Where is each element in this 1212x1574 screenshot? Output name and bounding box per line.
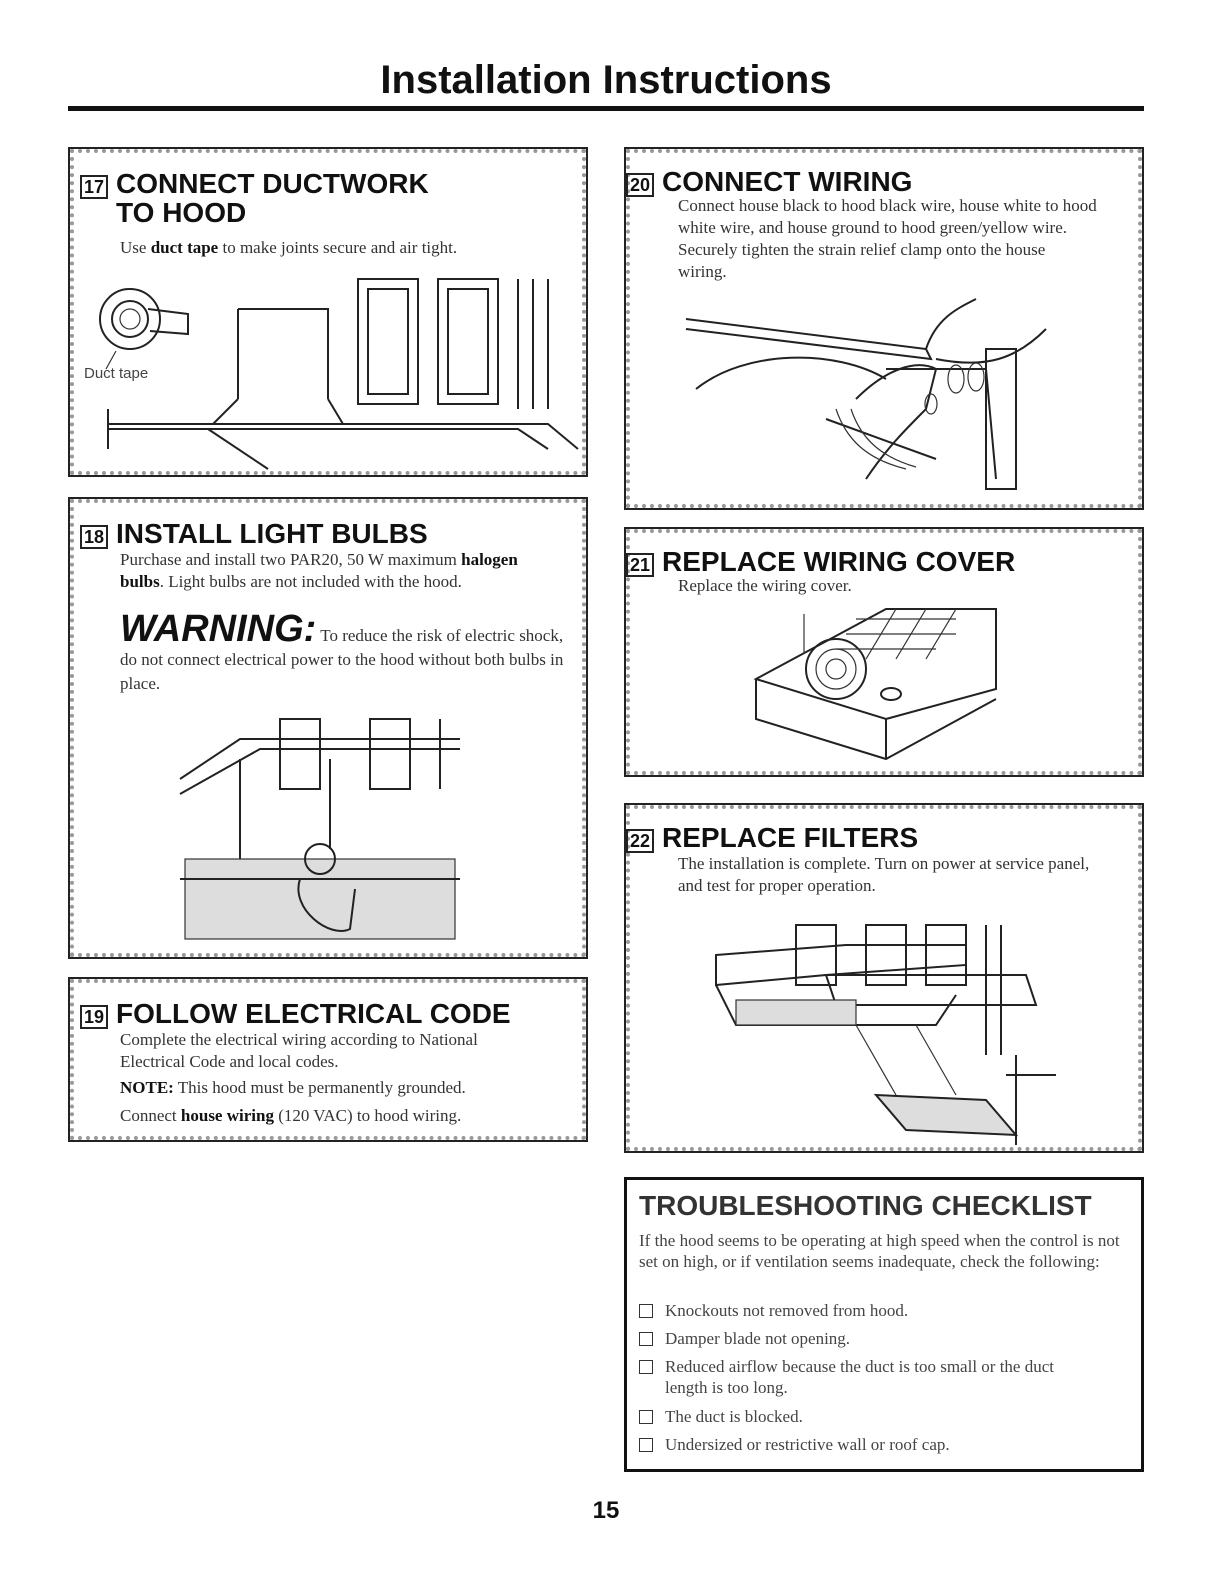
step-18-title: INSTALL LIGHT BULBS — [116, 518, 428, 549]
step-17-number: 17 — [80, 175, 108, 199]
step-18-text: Purchase and install two PAR20, 50 W maximum halogen bulbs. Light bulbs are not included with the hood. — [120, 550, 518, 591]
page-title: Installation Instructions — [380, 58, 832, 102]
step-17-text: Use duct tape to make joints secure and air tight. — [120, 238, 458, 257]
checkbox-icon — [639, 1410, 653, 1424]
troubleshooting-title: TROUBLESHOOTING CHECKLIST — [639, 1190, 1092, 1221]
step-21-title: REPLACE WIRING COVER — [662, 546, 1016, 577]
step-18-warning: WARNING: To reduce the risk of electric shock, do not connect electrical power to the hood without both bulbs in place. — [120, 608, 564, 693]
checklist-item: The duct is blocked. — [639, 1406, 1129, 1427]
step-17-title: CONNECT DUCTWORK — [116, 168, 429, 199]
filters-illustration — [716, 925, 1056, 1145]
checkbox-icon — [639, 1438, 653, 1452]
step-18-number: 18 — [80, 525, 108, 549]
step-18-panel — [68, 497, 588, 959]
troubleshooting-box — [624, 1177, 1144, 1472]
step-21-text: Replace the wiring cover. — [678, 576, 852, 595]
checklist-item: Knockouts not removed from hood. — [639, 1300, 1129, 1321]
step-22-title: REPLACE FILTERS — [662, 822, 919, 853]
step-19-note: NOTE: This hood must be permanently grounded. — [120, 1078, 466, 1097]
troubleshooting-intro: If the hood seems to be operating at high speed when the control is not set on high, or if ventilation seems inadequate, check the following: — [639, 1231, 1120, 1271]
checkbox-icon — [639, 1360, 653, 1374]
warning-label: WARNING: — [120, 608, 317, 650]
page-number: 15 — [592, 1497, 620, 1524]
step-20-panel — [624, 147, 1144, 510]
checklist-item: Undersized or restrictive wall or roof cap. — [639, 1434, 1129, 1455]
step-22-text: The installation is complete. Turn on power at service panel, and test for proper operation. — [678, 854, 1090, 895]
step-21-number: 21 — [626, 553, 654, 577]
checkbox-icon — [639, 1304, 653, 1318]
step-19-connect: Connect house wiring (120 VAC) to hood wiring. — [120, 1106, 462, 1125]
step-19-panel — [68, 977, 588, 1142]
wiring-cover-illustration — [756, 609, 996, 769]
step-20-title: CONNECT WIRING — [662, 166, 913, 197]
light-bulb-illustration — [180, 719, 470, 949]
step-17-title-line2: TO HOOD — [116, 197, 247, 228]
step-22-number: 22 — [626, 829, 654, 853]
title-divider — [68, 106, 1144, 111]
wiring-illustration — [686, 309, 1076, 489]
ductwork-illustration — [78, 279, 578, 469]
step-21-panel — [624, 527, 1144, 777]
step-20-text: Connect house black to hood black wire, house white to hood white wire, and house ground to hood green/yellow wire. Securely tighten the strain relief clamp onto the house wiring. — [678, 196, 1097, 281]
duct-tape-callout: Duct tape — [84, 365, 149, 382]
step-19-number: 19 — [80, 1005, 108, 1029]
step-19-title: FOLLOW ELECTRICAL CODE — [116, 998, 511, 1029]
checkbox-icon — [639, 1332, 653, 1346]
checklist-item: Damper blade not opening. — [639, 1328, 1129, 1349]
step-19-text: Complete the electrical wiring according to National Electrical Code and local codes. — [120, 1030, 478, 1071]
checklist-item: Reduced airflow because the duct is too small or the duct length is too long. — [639, 1356, 1059, 1398]
step-22-panel — [624, 803, 1144, 1153]
step-17-panel — [68, 147, 588, 477]
step-20-number: 20 — [626, 173, 654, 197]
